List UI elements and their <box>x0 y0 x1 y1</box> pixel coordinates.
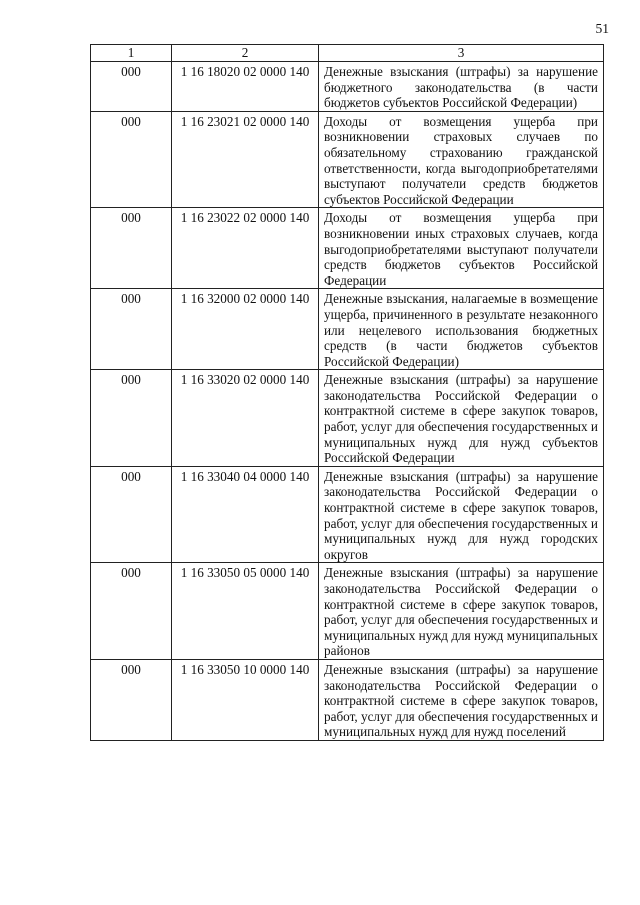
revenue-name-cell: Денежные взыскания (штрафы) за нарушение законодательства Российской Федерации о контрактной системе в сфере закупок товаров, работ, услуг для обеспечения государственных и муниципальных нужд для нужд субъектов Российской Федерации <box>319 370 604 467</box>
table-header-row <box>91 45 604 62</box>
column-header-3: 3 <box>319 45 604 62</box>
admin-code-cell: 000 <box>91 111 172 208</box>
admin-code-cell: 000 <box>91 208 172 289</box>
revenue-name-cell: Денежные взыскания (штрафы) за нарушение законодательства Российской Федерации о контрактной системе в сфере закупок товаров, работ, услуг для обеспечения государственных и муниципальных нужд для нужд городских округов <box>319 466 604 563</box>
budget-revenue-table <box>90 44 604 741</box>
budget-code-cell: 1 16 32000 02 0000 140 <box>172 289 319 370</box>
revenue-name-cell: Денежные взыскания (штрафы) за нарушение законодательства Российской Федерации о контрактной системе в сфере закупок товаров, работ, услуг для обеспечения государственных и муниципальных нужд для нужд поселений <box>319 659 604 740</box>
column-header-2: 2 <box>172 45 319 62</box>
page-number: 51 <box>595 21 609 36</box>
budget-code-cell: 1 16 23022 02 0000 140 <box>172 208 319 289</box>
budget-code-cell: 1 16 33050 05 0000 140 <box>172 563 319 660</box>
revenue-name-cell: Доходы от возмещения ущерба при возникновении страховых случаев по обязательному страхованию гражданской ответственности, когда выгодоприобретателями выступают получатели средств бюджетов субъектов Российской Федерации <box>319 111 604 208</box>
table-row <box>91 111 604 208</box>
budget-code-cell: 1 16 33020 02 0000 140 <box>172 370 319 467</box>
admin-code-cell: 000 <box>91 62 172 112</box>
table-row <box>91 62 604 112</box>
budget-code-cell: 1 16 18020 02 0000 140 <box>172 62 319 112</box>
admin-code-cell: 000 <box>91 289 172 370</box>
table-row <box>91 289 604 370</box>
admin-code-cell: 000 <box>91 370 172 467</box>
column-header-1: 1 <box>91 45 172 62</box>
admin-code-cell: 000 <box>91 659 172 740</box>
revenue-name-cell: Доходы от возмещения ущерба при возникновении иных страховых случаев, когда выгодоприобретателями выступают получатели средств бюджетов субъектов Российской Федерации <box>319 208 604 289</box>
budget-code-cell: 1 16 33040 04 0000 140 <box>172 466 319 563</box>
table-row <box>91 370 604 467</box>
budget-code-cell: 1 16 23021 02 0000 140 <box>172 111 319 208</box>
table-row <box>91 659 604 740</box>
revenue-name-cell: Денежные взыскания (штрафы) за нарушение законодательства Российской Федерации о контрактной системе в сфере закупок товаров, работ, услуг для обеспечения государственных и муниципальных нужд для нужд муниципальных районов <box>319 563 604 660</box>
table-row <box>91 208 604 289</box>
revenue-name-cell: Денежные взыскания, налагаемые в возмещение ущерба, причиненного в результате незаконного или нецелевого использования бюджетных средств (в части бюджетов субъектов Российской Федерации) <box>319 289 604 370</box>
revenue-name-cell: Денежные взыскания (штрафы) за нарушение бюджетного законодательства (в части бюджетов субъектов Российской Федерации) <box>319 62 604 112</box>
table-row <box>91 466 604 563</box>
budget-code-cell: 1 16 33050 10 0000 140 <box>172 659 319 740</box>
admin-code-cell: 000 <box>91 563 172 660</box>
table-row <box>91 563 604 660</box>
admin-code-cell: 000 <box>91 466 172 563</box>
